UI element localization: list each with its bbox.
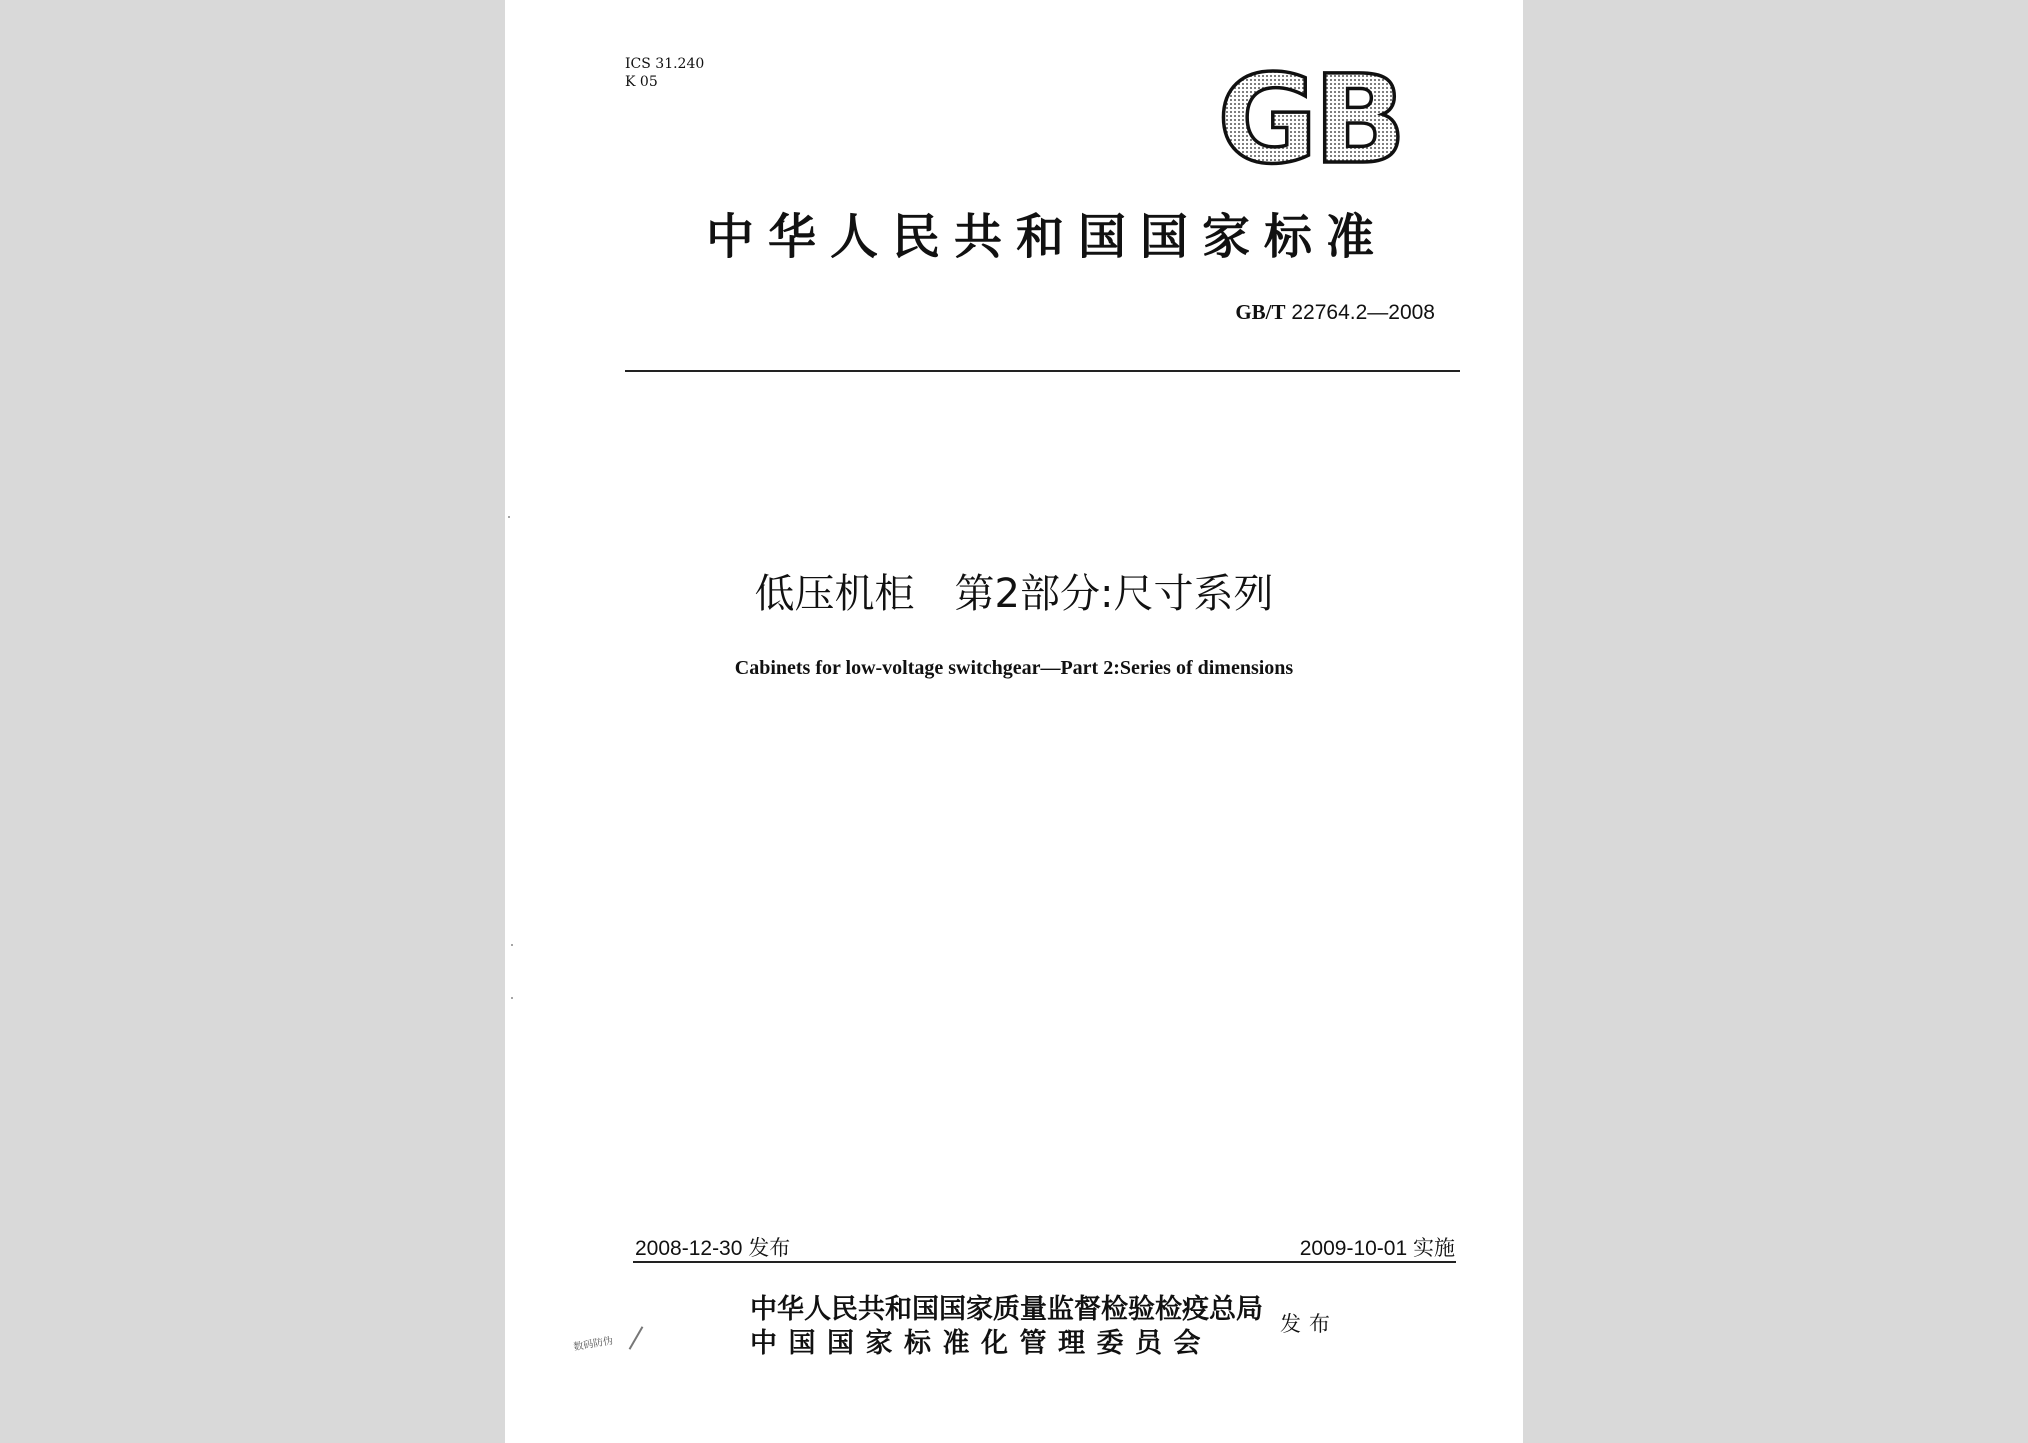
- svg-text:GB: GB: [1217, 62, 1403, 174]
- standard-prefix: GB/T: [1235, 300, 1286, 324]
- document-cover-page: [505, 0, 1523, 1443]
- implementation-date: 2009-10-01 实施: [1299, 1237, 1455, 1260]
- authority-sac: 中国国家标准化管理委员会: [750, 1328, 1212, 1359]
- title-english: Cabinets for low-voltage switchgear—Part 2:Series of dimensions: [734, 657, 1294, 679]
- top-divider: [625, 370, 1460, 372]
- issue-date: 2008-12-30 发布: [635, 1237, 791, 1260]
- standard-code: 22764.2—2008: [1291, 301, 1435, 324]
- stamp-mark: [629, 1326, 644, 1350]
- standard-number: [1235, 300, 1435, 325]
- authority-aqsiq: 中华人民共和国国家质量监督检验检疫总局: [750, 1294, 1263, 1325]
- scan-speck: [511, 997, 513, 999]
- ics-code: ICS 31.240: [625, 56, 705, 72]
- classification-codes: [625, 55, 704, 91]
- publish-label: 发布: [1280, 1312, 1338, 1336]
- national-standard-title: 中华人民共和国国家标准: [705, 209, 1388, 265]
- gb-logo-icon: [1205, 62, 1415, 174]
- bottom-divider: [633, 1261, 1456, 1263]
- scan-speck: [508, 516, 510, 518]
- anti-counterfeit-stamp: 数码防伪: [572, 1335, 614, 1354]
- ccs-code: K 05: [625, 74, 658, 90]
- title-chinese: 低压机柜 第2部分:尺寸系列: [754, 571, 1274, 617]
- scan-speck: [511, 944, 513, 946]
- issuing-authorities: [750, 1293, 1263, 1361]
